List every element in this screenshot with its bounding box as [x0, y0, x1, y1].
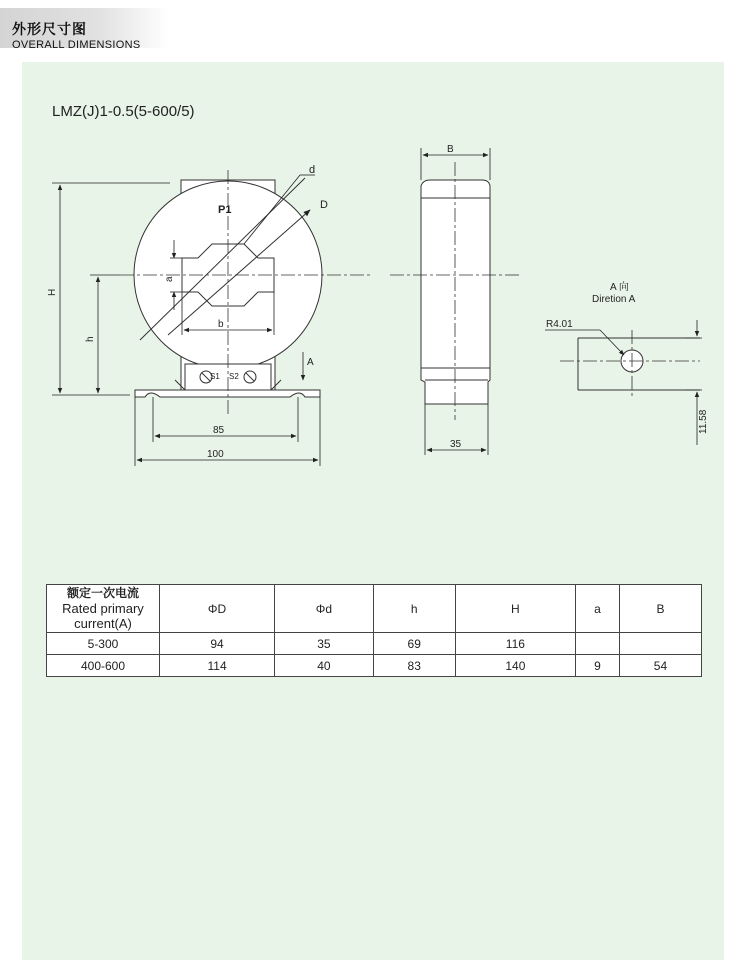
column-header: H	[455, 585, 575, 633]
table-cell: 54	[619, 655, 701, 677]
column-header: h	[373, 585, 455, 633]
direction-en: Diretion A	[592, 294, 636, 305]
side-base	[421, 368, 490, 404]
section-title-en: OVERALL DIMENSIONS	[12, 39, 141, 51]
table-cell: 5-300	[47, 633, 160, 655]
label-S2: S2	[229, 372, 239, 381]
table-cell: 40	[275, 655, 374, 677]
label-h: h	[85, 336, 96, 342]
label-D: D	[320, 199, 328, 211]
label-b: b	[218, 319, 224, 330]
table-row	[47, 633, 702, 655]
specification-table	[46, 584, 702, 677]
table-header-row	[47, 585, 702, 633]
table-cell	[619, 633, 701, 655]
side-view	[421, 180, 490, 404]
header-rated-current: 额定一次电流 Rated primary current(A)	[47, 585, 160, 633]
direction-zh: A 向	[610, 282, 629, 293]
label-radius: R4.01	[546, 319, 573, 330]
label-S1: S1	[210, 372, 220, 381]
label-B: B	[447, 144, 454, 155]
base-plate	[135, 390, 320, 397]
section-title-zh: 外形尺寸图	[12, 21, 87, 37]
label-a: a	[164, 276, 175, 282]
table-cell: 83	[373, 655, 455, 677]
table-cell: 140	[455, 655, 575, 677]
table-cell: 116	[455, 633, 575, 655]
table-cell	[575, 633, 619, 655]
column-header: a	[575, 585, 619, 633]
label-A: A	[307, 357, 314, 368]
table-cell: 94	[160, 633, 275, 655]
table-cell: 69	[373, 633, 455, 655]
dim-85: 85	[213, 425, 225, 436]
side-body	[421, 198, 490, 368]
dim-100: 100	[207, 449, 224, 460]
table-row	[47, 655, 702, 677]
table-cell: 400-600	[47, 655, 160, 677]
direction-a-view	[578, 338, 700, 390]
table-cell: 9	[575, 655, 619, 677]
side-top	[421, 180, 490, 198]
column-header: Φd	[275, 585, 374, 633]
model-number: LMZ(J)1-0.5(5-600/5)	[52, 103, 195, 120]
dim-35: 35	[450, 439, 462, 450]
column-header: B	[619, 585, 701, 633]
dim-11-58: 11.58	[698, 409, 709, 434]
label-P1: P1	[218, 204, 232, 216]
label-H: H	[47, 288, 58, 296]
table-cell: 114	[160, 655, 275, 677]
table-cell: 35	[275, 633, 374, 655]
column-header: ΦD	[160, 585, 275, 633]
label-d: d	[309, 164, 316, 176]
